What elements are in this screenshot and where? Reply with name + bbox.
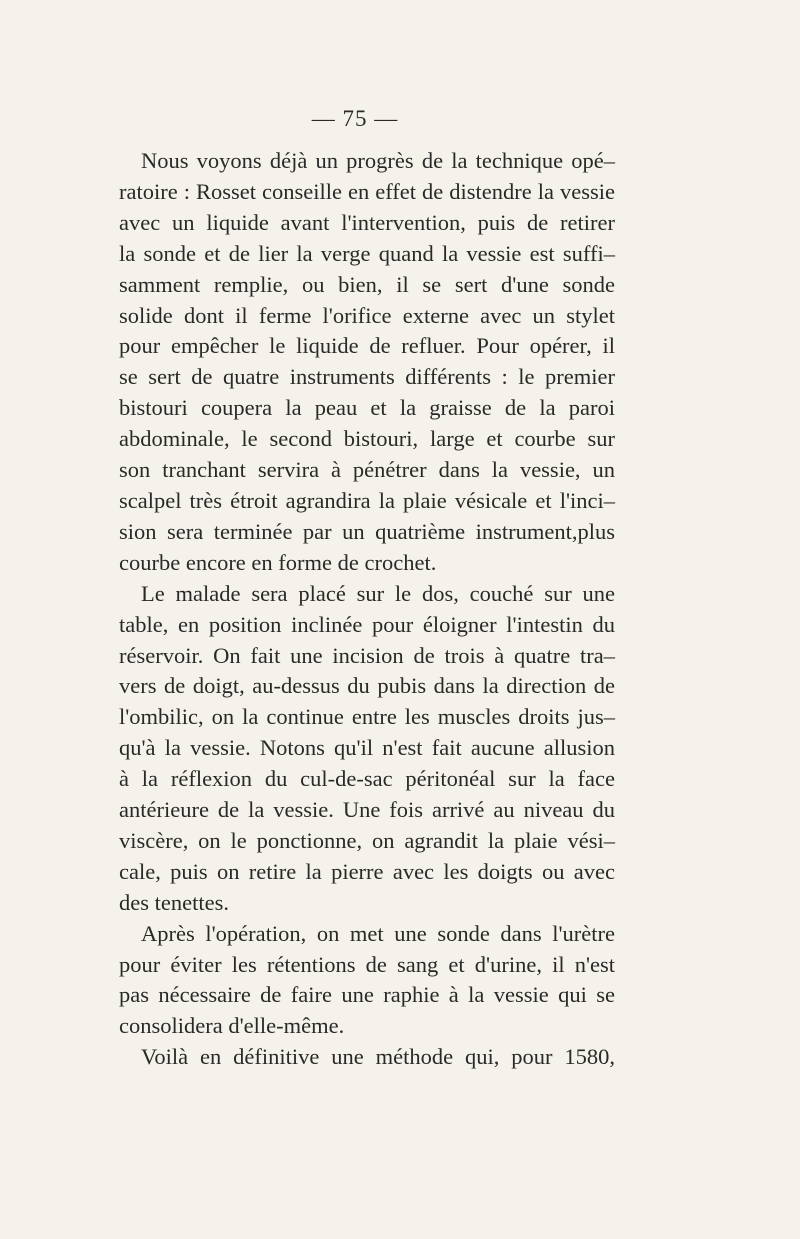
- page-number: — 75 —: [311, 106, 399, 131]
- text-line: l'ombilic, on la continue entre les muscles droits jus–: [119, 704, 615, 730]
- text-line: avec un liquide avant l'intervention, puis de retirer: [119, 209, 615, 235]
- text-line: à la réflexion du cul-de-sac péritonéal sur la face: [119, 766, 615, 792]
- text-line: viscère, on le ponctionne, on agrandit la plaie vési–: [119, 827, 615, 853]
- text-line: bistouri coupera la peau et la graisse de la paroi: [119, 395, 615, 421]
- text-line: abdominale, le second bistouri, large et courbe sur: [119, 426, 615, 452]
- text-line: Nous voyons déjà un progrès de la technique opé–: [141, 148, 615, 173]
- text-line: cale, puis on retire la pierre avec les doigts ou avec: [119, 858, 615, 884]
- text-line: qu'à la vessie. Notons qu'il n'est fait aucune allusion: [119, 735, 615, 761]
- text-line: courbe encore en forme de crochet.: [119, 549, 437, 575]
- text-line: sion sera terminée par un quatrième instrument,plus: [119, 518, 615, 544]
- text-line: antérieure de la vessie. Une fois arrivé au niveau du: [119, 797, 615, 823]
- text-line: table, en position inclinée pour éloigner l'intestin du: [119, 611, 615, 637]
- text-line: solide dont il ferme l'orifice externe avec un stylet: [119, 302, 615, 328]
- text-line: réservoir. On fait une incision de trois à quatre tra–: [119, 642, 615, 668]
- text-line: la sonde et de lier la verge quand la vessie est suffi–: [119, 240, 615, 266]
- text-line: des tenettes.: [119, 889, 229, 915]
- paragraph-3: [97, 919, 615, 1043]
- text-line: pour éviter les rétentions de sang et d'urine, il n'est: [119, 951, 615, 977]
- text-line: pour empêcher le liquide de refluer. Pour opérer, il: [119, 333, 615, 359]
- text-line: Le malade sera placé sur le dos, couché sur une: [141, 580, 615, 606]
- paragraph-1: [97, 146, 615, 579]
- text-line: se sert de quatre instruments différents : le premier: [119, 364, 615, 390]
- text-line: consolidera d'elle-même.: [119, 1013, 345, 1039]
- paragraph-4: [97, 1042, 615, 1073]
- text-line: pas nécessaire de faire une raphie à la vessie qui se: [119, 982, 615, 1008]
- paragraph-2: [97, 579, 615, 919]
- body-text: [97, 146, 615, 1073]
- text-line: Après l'opération, on met une sonde dans l'urètre: [141, 920, 615, 946]
- text-line: samment remplie, ou bien, il se sert d'une sonde: [119, 271, 615, 297]
- text-line: son tranchant servira à pénétrer dans la vessie, un: [119, 457, 615, 483]
- text-line: Voilà en définitive une méthode qui, pour 1580,: [141, 1044, 615, 1070]
- text-line: scalpel très étroit agrandira la plaie vésicale et l'inci–: [119, 487, 615, 513]
- text-line: ratoire : Rosset conseille en effet de distendre la vessie: [119, 178, 615, 204]
- text-line: vers de doigt, au-dessus du pubis dans la direction de: [119, 673, 615, 699]
